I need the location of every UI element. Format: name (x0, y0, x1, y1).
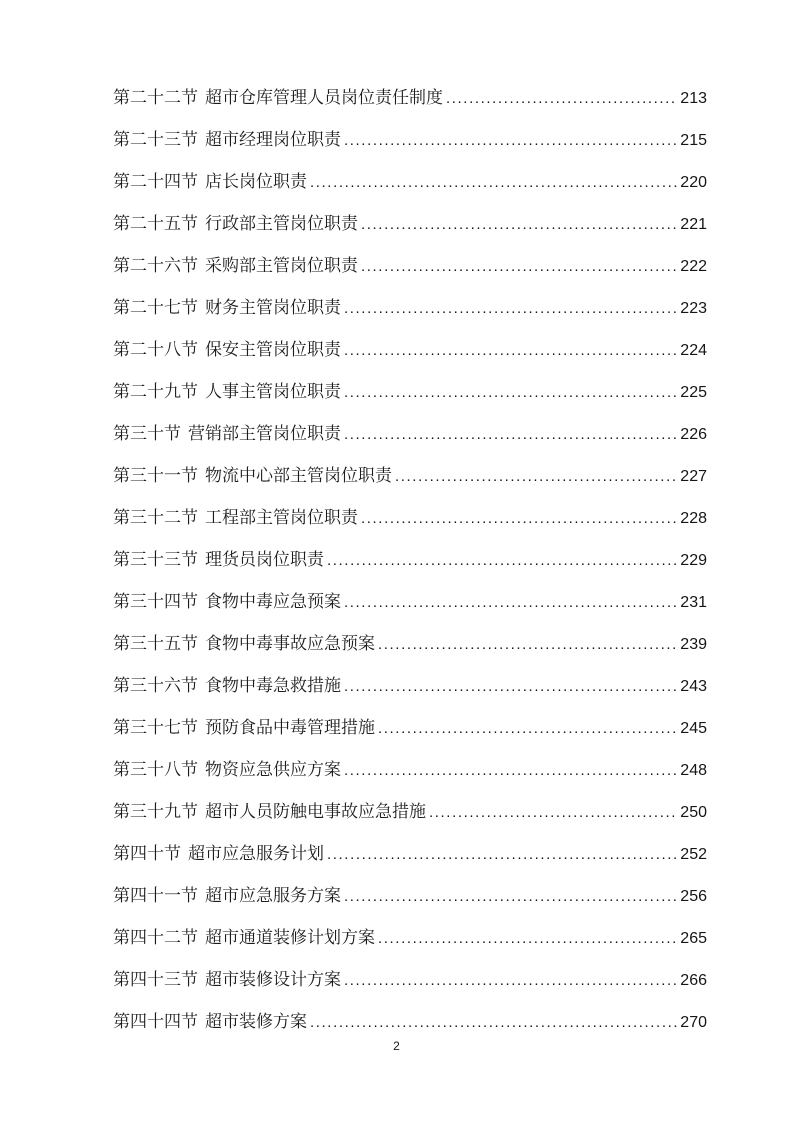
toc-entry-section-label: 第三十四节 (113, 592, 198, 611)
toc-entry[interactable] (113, 455, 707, 497)
toc-entry[interactable] (113, 371, 707, 413)
toc-dot-leader (310, 162, 677, 204)
toc-entry[interactable] (113, 875, 707, 917)
toc-entry[interactable] (113, 917, 707, 959)
toc-entry[interactable] (113, 665, 707, 707)
toc-entry-title: 财务主管岗位职责 (205, 298, 341, 317)
toc-entry[interactable] (113, 497, 707, 539)
toc-entry-title: 超市仓库管理人员岗位责任制度 (205, 88, 443, 107)
toc-entry-page-number: 213 (680, 90, 707, 107)
toc-entry[interactable] (113, 581, 707, 623)
toc-entry[interactable] (113, 203, 707, 245)
toc-dot-leader (429, 792, 677, 834)
toc-entry[interactable] (113, 245, 707, 287)
toc-entry-section-label: 第三十一节 (113, 466, 198, 485)
toc-entry-page-number: 248 (680, 762, 707, 779)
toc-entry-title: 超市通道装修计划方案 (205, 928, 375, 947)
toc-entry[interactable] (113, 959, 707, 1001)
toc-entry[interactable] (113, 1001, 707, 1043)
table-of-contents (113, 77, 707, 1043)
toc-dot-leader (344, 960, 677, 1002)
toc-entry-page-number: 215 (680, 132, 707, 149)
toc-entry-title: 行政部主管岗位职责 (205, 214, 358, 233)
toc-dot-leader (378, 708, 677, 750)
toc-entry-page-number: 224 (680, 342, 707, 359)
toc-entry[interactable] (113, 623, 707, 665)
toc-entry[interactable] (113, 287, 707, 329)
footer-page-number: 2 (393, 1039, 400, 1053)
toc-entry-page-number: 250 (680, 804, 707, 821)
toc-entry[interactable] (113, 833, 707, 875)
toc-dot-leader (344, 414, 677, 456)
toc-entry-page-number: 243 (680, 678, 707, 695)
toc-entry[interactable] (113, 413, 707, 455)
toc-dot-leader (395, 456, 677, 498)
toc-dot-leader (327, 834, 677, 876)
toc-entry-section-label: 第三十二节 (113, 508, 198, 527)
toc-entry-section-label: 第三十九节 (113, 802, 198, 821)
toc-entry-section-label: 第四十二节 (113, 928, 198, 947)
toc-entry-page-number: 231 (680, 594, 707, 611)
toc-entry-page-number: 226 (680, 426, 707, 443)
toc-entry[interactable] (113, 707, 707, 749)
toc-entry-page-number: 225 (680, 384, 707, 401)
toc-entry-section-label: 第二十三节 (113, 130, 198, 149)
toc-entry-page-number: 256 (680, 888, 707, 905)
toc-dot-leader (446, 78, 677, 120)
toc-entry-title: 预防食品中毒管理措施 (205, 718, 375, 737)
toc-dot-leader (361, 498, 677, 540)
toc-entry-page-number: 239 (680, 636, 707, 653)
toc-entry-title: 营销部主管岗位职责 (188, 424, 341, 443)
toc-entry-section-label: 第二十二节 (113, 88, 198, 107)
toc-dot-leader (344, 372, 677, 414)
toc-dot-leader (378, 624, 677, 666)
toc-entry-section-label: 第三十六节 (113, 676, 198, 695)
toc-dot-leader (344, 750, 677, 792)
toc-entry-title: 食物中毒应急预案 (205, 592, 341, 611)
toc-entry-section-label: 第二十七节 (113, 298, 198, 317)
toc-entry[interactable] (113, 161, 707, 203)
toc-entry-page-number: 229 (680, 552, 707, 569)
toc-entry-title: 超市人员防触电事故应急措施 (205, 802, 426, 821)
toc-dot-leader (344, 876, 677, 918)
toc-entry-title: 食物中毒急救措施 (205, 676, 341, 695)
toc-dot-leader (344, 288, 677, 330)
toc-entry-page-number: 245 (680, 720, 707, 737)
toc-entry-section-label: 第二十四节 (113, 172, 198, 191)
toc-entry-section-label: 第四十节 (113, 844, 181, 863)
toc-dot-leader (361, 204, 677, 246)
toc-entry-title: 超市经理岗位职责 (205, 130, 341, 149)
toc-entry[interactable] (113, 119, 707, 161)
toc-dot-leader (327, 540, 677, 582)
toc-entry-page-number: 222 (680, 258, 707, 275)
toc-entry-title: 店长岗位职责 (205, 172, 307, 191)
toc-entry-page-number: 228 (680, 510, 707, 527)
toc-entry-section-label: 第三十节 (113, 424, 181, 443)
toc-entry[interactable] (113, 791, 707, 833)
toc-entry-section-label: 第四十一节 (113, 886, 198, 905)
page-footer (0, 1038, 793, 1054)
toc-entry-title: 采购部主管岗位职责 (205, 256, 358, 275)
toc-entry-section-label: 第四十四节 (113, 1012, 198, 1031)
toc-entry-section-label: 第二十六节 (113, 256, 198, 275)
toc-entry[interactable] (113, 749, 707, 791)
toc-entry-section-label: 第四十三节 (113, 970, 198, 989)
toc-entry-section-label: 第三十三节 (113, 550, 198, 569)
toc-dot-leader (344, 582, 677, 624)
toc-entry-page-number: 266 (680, 972, 707, 989)
toc-entry[interactable] (113, 77, 707, 119)
toc-entry-page-number: 252 (680, 846, 707, 863)
toc-dot-leader (344, 120, 677, 162)
toc-entry-page-number: 220 (680, 174, 707, 191)
toc-entry[interactable] (113, 329, 707, 371)
toc-entry-section-label: 第二十九节 (113, 382, 198, 401)
toc-entry-page-number: 223 (680, 300, 707, 317)
toc-entry-section-label: 第三十八节 (113, 760, 198, 779)
toc-entry-title: 工程部主管岗位职责 (205, 508, 358, 527)
toc-dot-leader (344, 666, 677, 708)
toc-entry-title: 保安主管岗位职责 (205, 340, 341, 359)
toc-entry-title: 物资应急供应方案 (205, 760, 341, 779)
toc-entry-title: 超市装修方案 (205, 1012, 307, 1031)
toc-entry-page-number: 227 (680, 468, 707, 485)
toc-entry-section-label: 第三十七节 (113, 718, 198, 737)
toc-entry-section-label: 第二十八节 (113, 340, 198, 359)
toc-entry-section-label: 第二十五节 (113, 214, 198, 233)
toc-entry-section-label: 第三十五节 (113, 634, 198, 653)
toc-entry-title: 食物中毒事故应急预案 (205, 634, 375, 653)
toc-dot-leader (344, 330, 677, 372)
toc-entry-page-number: 270 (680, 1014, 707, 1031)
toc-entry-page-number: 221 (680, 216, 707, 233)
toc-entry-title: 超市应急服务计划 (188, 844, 324, 863)
toc-entry-title: 理货员岗位职责 (205, 550, 324, 569)
toc-entry-title: 超市装修设计方案 (205, 970, 341, 989)
toc-dot-leader (361, 246, 677, 288)
toc-dot-leader (378, 918, 677, 960)
toc-entry-title: 物流中心部主管岗位职责 (205, 466, 392, 485)
toc-entry-title: 超市应急服务方案 (205, 886, 341, 905)
toc-entry-title: 人事主管岗位职责 (205, 382, 341, 401)
toc-entry[interactable] (113, 539, 707, 581)
toc-entry-page-number: 265 (680, 930, 707, 947)
